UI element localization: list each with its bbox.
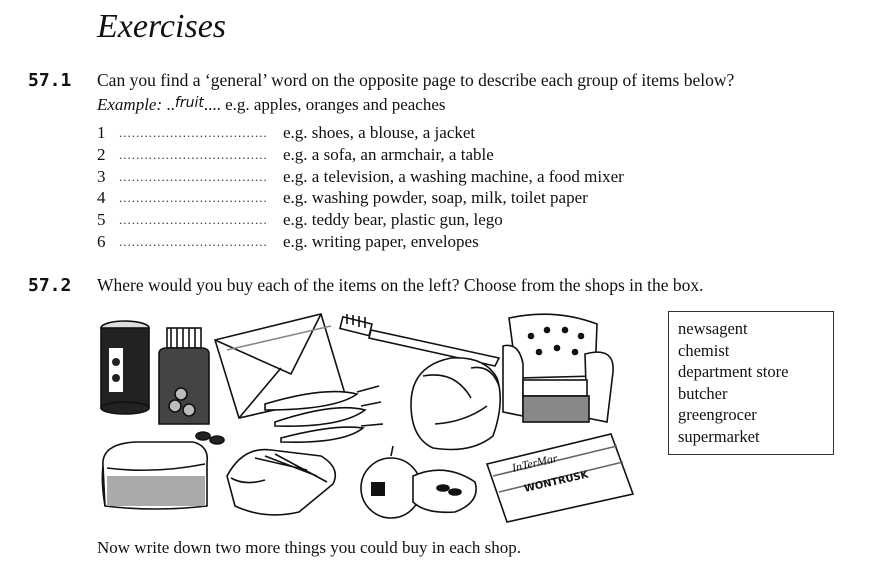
- page-title: Exercises: [97, 8, 227, 45]
- row-items: e.g. washing powder, soap, milk, toilet paper: [283, 188, 588, 207]
- answer-blank[interactable]: ...................................: [119, 147, 268, 162]
- row-items: e.g. a sofa, an armchair, a table: [283, 145, 494, 164]
- shop-item: newsagent: [678, 319, 748, 338]
- row-items: e.g. teddy bear, plastic gun, lego: [283, 210, 503, 229]
- armchair-icon: [503, 314, 613, 422]
- example-line: [97, 95, 446, 115]
- exercise-row: [97, 145, 717, 167]
- example-label: Example:: [97, 95, 163, 114]
- shops-box: [668, 311, 834, 455]
- shop-item: chemist: [678, 340, 730, 360]
- newspaper-headline: InTerMar: [510, 450, 559, 475]
- exercise-row: [97, 167, 717, 189]
- shop-item: department store: [678, 362, 789, 382]
- newspaper-icon: [487, 434, 633, 522]
- row-number: 1: [97, 123, 106, 142]
- row-number: 3: [97, 167, 106, 186]
- chicken-icon: [411, 358, 500, 450]
- exercise-number-57-1: 57.1: [28, 70, 72, 91]
- row-items: e.g. writing paper, envelopes: [283, 232, 479, 251]
- row-number: 2: [97, 145, 106, 164]
- example-items: e.g. apples, oranges and peaches: [225, 95, 446, 114]
- shop-item: supermarket: [678, 426, 760, 446]
- row-items: e.g. shoes, a blouse, a jacket: [283, 123, 476, 142]
- row-items: e.g. a television, a washing machine, a food mixer: [283, 167, 624, 186]
- exercise-row: [97, 210, 717, 232]
- bread-loaf-icon: [102, 442, 207, 509]
- row-number: 6: [97, 232, 106, 251]
- footer-instruction: Now write down two more things you could buy in each shop.: [97, 538, 521, 557]
- answer-blank[interactable]: ...................................: [119, 125, 268, 140]
- newspaper-subhead: WONTRUSK: [523, 469, 590, 495]
- answer-blank[interactable]: ...................................: [119, 169, 268, 184]
- exercise-row: [97, 123, 717, 145]
- exercise-row: [97, 188, 717, 210]
- shopping-items-illustration: [95, 306, 655, 528]
- answer-blank[interactable]: ...................................: [119, 190, 268, 205]
- exercise-number-57-2: 57.2: [28, 275, 72, 296]
- shop-item: greengrocer: [678, 405, 757, 425]
- apples-icon: [361, 446, 476, 518]
- answer-blank[interactable]: ...................................: [119, 212, 268, 227]
- example-trail-dots: ....: [203, 95, 221, 114]
- exercise-57-1-question: Can you find a ‘general’ word on the opposite page to describe each group of items below?: [97, 70, 735, 90]
- row-number: 5: [97, 210, 106, 229]
- shop-item: butcher: [678, 383, 728, 403]
- row-number: 4: [97, 188, 106, 207]
- drink-can-icon: [101, 321, 149, 414]
- exercise-row: [97, 232, 717, 254]
- gloves-icon: [227, 450, 335, 515]
- example-answer: fruit: [174, 95, 204, 111]
- toothbrush-icon: [340, 314, 499, 366]
- answer-blank[interactable]: ...................................: [119, 234, 268, 249]
- medicine-bottle-icon: [159, 328, 224, 444]
- example-lead-dots: ..: [166, 95, 175, 114]
- exercise-57-2-question: Where would you buy each of the items on the left? Choose from the shops in the box.: [97, 275, 704, 295]
